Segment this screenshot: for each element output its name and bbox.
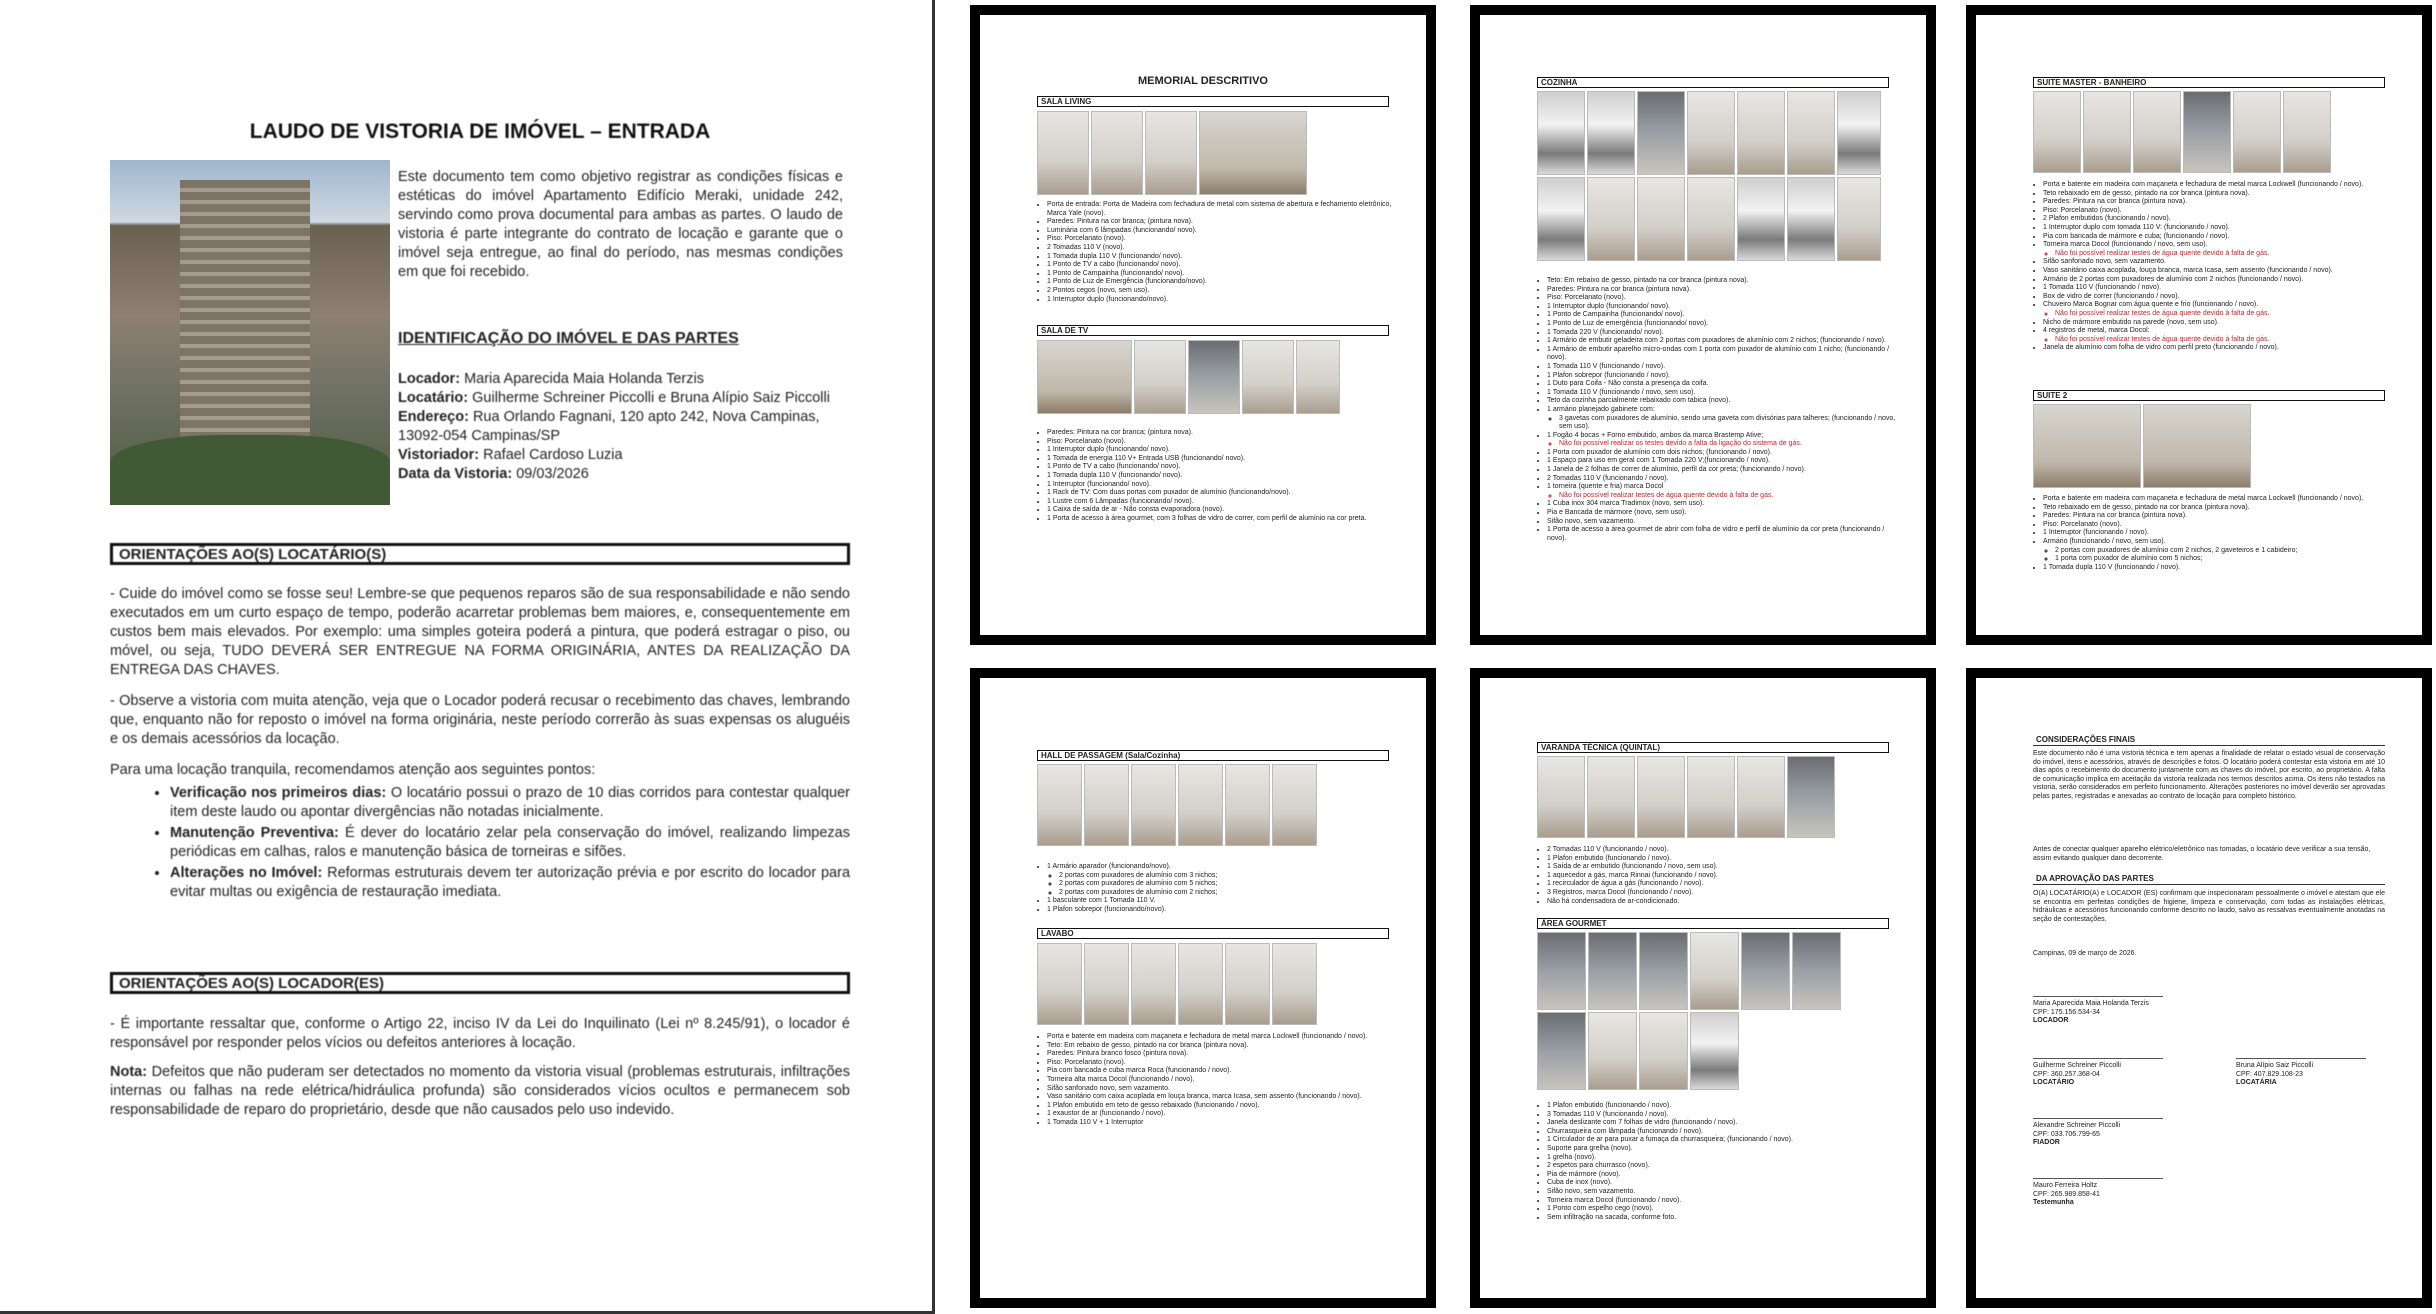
party-row: Locador: Maria Aparecida Maia Holanda Terzis — [398, 371, 704, 387]
guidance-list — [110, 784, 850, 902]
room-photo — [1537, 932, 1586, 1010]
item-list: • Porta de entrada: Porta de Madeira com fechadura de metal com sistema de abertura e fechamento eletrônico, Marca Yale (novo). • Paredes: Pintura na cor branca; (pintura nova). • Luminária com 6 lâmpadas (funcionando/ novo). • Piso: Porcelanato (novo). • 2 Tomadas 110 V (novo). • 1 Tomada dupla 110 V (funcionando/ novo). • 1 Ponto de TV a cabo (funcionando/ novo). • 1 Ponto de Campainha (funcionando/ novo). • 1 Ponto de Luz de Emergência (funcionando/novo). • 2 Pontos cegos (novo, sem uso). • 1 Interruptor duplo (funcionando/novo). — [1037, 201, 1399, 304]
room-photo — [1587, 756, 1635, 838]
photo-grid — [1537, 932, 1889, 1090]
room-photo — [1587, 91, 1635, 175]
room-photo — [1639, 1012, 1688, 1090]
warning-note: ◦ Não foi possível realizar os testes devido a falta da ligação do sistema de gás. — [1559, 440, 1899, 449]
room-photo — [1637, 91, 1685, 175]
section-heading: HALL DE PASSAGEM (Sala/Cozinha) — [1037, 750, 1389, 761]
room-photo — [1588, 932, 1637, 1010]
room-photo — [1242, 340, 1294, 414]
room-photo — [1737, 91, 1785, 175]
page-suites — [1966, 5, 2432, 645]
item-list: • Teto: Em rebaixo de gesso, pintado na cor branca (pintura nova). • Paredes: Pintura na cor branca (pintura nova). • Piso: Porcelanato (novo). • 1 Interruptor duplo (funcionando/ novo). • 1 Ponto de Campainha (funcionando/ novo). • 1 Ponto de Luz de emergência (funcionando/ novo). • 1 Tomada 220 V (funcionando/ novo). • 1 Armário de embutir geladeira com 2 portas com puxadores de alumínio com 2 nichos; (funcionando / novo). • 1 Armário de embutir aparelho micro-ondas com 1 porta com puxador de alumínio com 1 nicho; (funcionando / novo). • 1 Tomada 110 V (funcionando / novo). • 1 Plafon sobrepor (funcionando / novo). • 1 Duto para Coifa - Não consta a presença da coifa. • 1 Tomada 110 V (funcionando / novo, sem uso). • Teto da cozinha parcialmente rebaixado com tabica (novo). • 1 armário planejado gabinete com: ◦ 3 gavetas com puxadores de alumínio, sendo uma gaveta com divisórias para talheres; (funcionando / novo, sem uso). • 1 Fogão 4 bocas + Forno embutido, ambos da marca Brastemp Ative; ◦ Não foi possível realizar os testes devido a falta da ligação do sistema de gás. • 1 Porta com puxador de alumínio com dois nichos; (funcionando / novo). • 1 Espaço para uso em geral com 1 Tomada 220 V;(funcionando / novo). • 1 Janela de 2 folhas de correr de alumínio, perfil da cor preta; (funcionando / novo). • 2 Tomadas 110 V (funcionando / novo). • 1 torneira (quente e fria) marca Docol ◦ Não foi possível realizar testes de água quente devido à falta de gás. • 1 Cuba inox 304 marca Tradimox (novo, sem uso). • Pia e Bancada de mármore (novo, sem uso). • Sifão novo, sem vazamento. • 1 Porta de acesso a área gourmet de abrir com folha de vidro e perfil de alumínio da cor preta (funcionando / novo). — [1537, 277, 1899, 543]
room-photo — [1272, 943, 1317, 1025]
signature-line — [2236, 1058, 2366, 1059]
room-photo — [1737, 177, 1785, 261]
room-photo — [1741, 932, 1790, 1010]
section-heading: ÁREA GOURMET — [1537, 918, 1889, 929]
signature-line — [2033, 1118, 2163, 1119]
item-list: • Porta e batente em madeira com maçaneta e fechadura de metal marca Lockwell (funcionando / novo). • Teto: Em rebaixo de gesso, pintado na cor branca (pintura nova). • Paredes: Pintura branco fosco (pintura nova). • Piso: Porcelanato (novo). • Pia com bancada e cuba marca Roca (funcionando / novo). • Torneira alta marca Docol (funcionando / novo). • Sifão sanfonado novo, sem vazamento. • Vaso sanitário com caixa acoplada em louça branca, marca Icasa, sem assento (funcionando / novo). • 1 Plafon embutido em teto de gesso rebaixado (funcionando / novo). • 1 exaustor de ar (funcionando / novo). • 1 Tomada 110 V + 1 Interruptor — [1037, 1033, 1399, 1128]
item-list: • Porta e batente em madeira com maçaneta e fechadura de metal marca Lockwell (funcionando / novo). • Teto rebaixado em de gesso, pintado na cor branca (pintura nova). • Paredes: Pintura na cor branca (pintura nova). • Piso: Porcelanato (novo). • 1 Interruptor (funcionando / novo). • Armário (funcionando / novo, sem uso). ◦ 2 portas com puxadores de alumínio com 2 nichos, 2 gaveteiros e 1 cabideiro; ◦ 1 porta com puxador de alumínio com 5 nichos; • 1 Tomada dupla 110 V (funcionando / novo). — [2033, 495, 2395, 572]
item-list: • Paredes: Pintura na cor branca; (pintura nova). • Piso: Porcelanato (novo). • 1 Interruptor duplo (funcionando/ novo). • 1 Tomada de energia 110 V+ Entrada USB (funcionando/ novo). • 1 Ponto de TV a cabo (funcionando/ novo). • 1 Tomada dupla 110 V (funcionando/ novo). • 1 Interruptor (funcionando/ novo). • 1 Rack de TV: Com duas portas com puxador de alumínio (funcionando/novo). • 1 Lustre com 6 Lâmpadas (funcionando/ novo). • 1 Caixa de saída de ar - Não consta evaporadora (novo). • 1 Porta de acesso à área gourmet, com 3 folhas de vidro de correr, com perfil de alumínio na cor preta. — [1037, 429, 1399, 524]
trees — [110, 435, 390, 505]
paragraph: Para uma locação tranquila, recomendamos atenção aos seguintes pontos: — [110, 762, 596, 778]
photo-strip — [2033, 91, 2331, 173]
page-varanda-gourmet — [1470, 668, 1936, 1308]
list-item: • Verificação nos primeiros dias: O locatário possui o prazo de 10 dias corridos para contestar qualquer item deste laudo ou apontar divergências não notadas inicialmente. — [170, 784, 850, 822]
warning-note: ◦ Não foi possível realizar testes de água quente devido à falta de gás. — [2055, 310, 2395, 319]
room-photo — [1787, 177, 1835, 261]
section-heading: VARANDA TÉCNICA (QUINTAL) — [1537, 742, 1889, 753]
tenant-guidance-heading: ORIENTAÇÕES AO(S) LOCATÁRIO(S) — [110, 543, 850, 565]
room-photo — [1037, 111, 1089, 195]
room-photo — [1792, 932, 1841, 1010]
room-photo — [1837, 177, 1881, 261]
room-photo — [1084, 943, 1129, 1025]
room-photo — [1537, 177, 1585, 261]
room-photo — [2283, 91, 2331, 173]
list-item: • Alterações no Imóvel: Reformas estruturais devem ter autorização prévia e por escrito do locador para evitar multas ou exigência de restauração imediata. — [170, 864, 850, 902]
room-photo — [1091, 111, 1143, 195]
final-text-2: Antes de conectar qualquer aparelho elétrico/eletrônico nas tomadas, o locatário deve verificar a sua tensão, assim evitando qualquer dano decorrente. — [2033, 846, 2371, 862]
signature-block: Alexandre Schreiner Piccolli CPF: 033.706.799-65 FIADOR — [2033, 1118, 2163, 1148]
room-photo — [1737, 756, 1785, 838]
photo-strip — [1037, 764, 1317, 846]
photo-strip — [2033, 404, 2251, 488]
section-heading: COZINHA — [1537, 77, 1889, 88]
signature-block: Guilherme Schreiner Piccolli CPF: 360.257.368-04 LOCATÁRIO — [2033, 1058, 2163, 1088]
section-heading: SUITE MASTER - BANHEIRO — [2033, 77, 2385, 88]
approval-text: O(A) LOCATÁRIO(A) e LOCADOR (ES) confirmam que inspecionaram pessoalmente o imóvel e atestam que ele se encontra em perfeitas condições de higiene, limpeza e conservação, com todas as instalações elétricas, hidráulicas e acessórios funcionando conforme descrito no laudo, salvo as ressalvas eventualmente anotadas na seção de contestações. — [2033, 890, 2385, 923]
room-photo — [1637, 177, 1685, 261]
room-photo — [1637, 756, 1685, 838]
room-photo — [1178, 764, 1223, 846]
identification-heading: IDENTIFICAÇÃO DO IMÓVEL E DAS PARTES — [398, 330, 739, 347]
item-list: • 1 Armário aparador (funcionando/novo). ◦ 2 portas com puxadores de alumínio com 3 nichos; ◦ 2 portas com puxadores de alumínio com 5 nichos; ◦ 2 portas com puxadores de alumínio com 2 nichos; • 1 basculante com 1 Tomada 110 V. • 1 Plafon sobrepor (funcionando/novo). — [1037, 863, 1399, 915]
room-photo — [1690, 1012, 1739, 1090]
room-photo — [1178, 943, 1223, 1025]
photo-grid — [1537, 91, 1889, 261]
signature-line — [2033, 1178, 2163, 1179]
party-row: Data da Vistoria: 09/03/2026 — [398, 466, 589, 482]
room-photo — [1084, 764, 1129, 846]
item-list: • 1 Plafon embutido (funcionando / novo). • 3 Tomadas 110 V (funcionando / novo). • Janela deslizante com 7 folhas de vidro (funcionando / novo). • Churrasqueira com lâmpada (funcionando / novo). • 1 Circulador de ar para puxar a fumaça da churrasqueira; (funcionando / novo). • Suporte para grelha (novo). • 1 grelha (novo). • 2 espetos para churrasco (novo). • Pia de mármore (novo). • Cuba de inox (novo). • Sifão novo, sem vazamento. • Torneira marca Docol (funcionando / novo). • 1 Ponto com espelho cego (novo). • Sem infiltração na sacada, conforme foto. — [1537, 1102, 1899, 1222]
building-photo — [110, 160, 390, 505]
photo-strip — [1537, 756, 1835, 838]
room-photo — [1687, 91, 1735, 175]
signature-line — [2033, 996, 2163, 997]
room-photo — [1131, 943, 1176, 1025]
room-photo — [1199, 111, 1307, 195]
room-photo — [1690, 932, 1739, 1010]
page-sala — [970, 5, 1436, 645]
party-row: Endereço: Rua Orlando Fagnani, 120 apto 242, Nova Campinas, 13092-054 Campinas/SP — [398, 409, 820, 444]
room-photo — [2183, 91, 2231, 173]
room-photo — [1687, 756, 1735, 838]
warning-note: ◦ Não foi possível realizar testes de água quente devido à falta de gás. — [1559, 492, 1899, 501]
room-photo — [1687, 177, 1735, 261]
room-photo — [1588, 1012, 1637, 1090]
landlord-guidance — [110, 1015, 850, 1130]
item-list: • 2 Tomadas 110 V (funcionando / novo). • 1 Plafon embutido (funcionando / novo). • 1 Saída de ar embutido (funcionando / novo, sem uso). • 1 aquecedor a gás, marca Rinnai (funcionando / novo). • 1 recirculador de água a gás (funcionando / novo). • 3 Registros, marca Docol (funcionando / novo). • Não há condensadora de ar-condicionado. — [1537, 846, 1899, 906]
room-photo — [1188, 340, 1240, 414]
photo-strip — [1037, 943, 1317, 1025]
warning-note: ◦ Não foi possível realizar testes de água quente devido à falta de gás. — [2055, 250, 2395, 259]
list-item: • Manutenção Preventiva: É dever do locatário zelar pela conservação do imóvel, realizando limpezas periódicas em calhas, ralos e manutenção básica de torneiras e sifões. — [170, 824, 850, 862]
room-photo — [2143, 404, 2251, 488]
section-heading: SALA DE TV — [1037, 325, 1389, 336]
photo-strip — [1037, 340, 1340, 414]
room-photo — [1587, 177, 1635, 261]
room-photo — [2033, 91, 2081, 173]
room-photo — [1225, 764, 1270, 846]
section-heading: SALA LIVING — [1037, 96, 1389, 107]
room-photo — [1296, 340, 1340, 414]
section-heading: CONSIDERAÇÕES FINAIS — [2033, 735, 2385, 746]
room-photo — [1272, 764, 1317, 846]
document-title: LAUDO DE VISTORIA DE IMÓVEL – ENTRADA — [249, 120, 711, 143]
page-title: MEMORIAL DESCRITIVO — [1138, 75, 1268, 87]
room-photo — [1639, 932, 1688, 1010]
room-photo — [1537, 1012, 1586, 1090]
party-row: Vistoriador: Rafael Cardoso Luzia — [398, 447, 623, 463]
section-heading: SUITE 2 — [2033, 390, 2385, 401]
room-photo — [1225, 943, 1270, 1025]
room-photo — [1037, 943, 1082, 1025]
room-photo — [1537, 91, 1585, 175]
photo-strip — [1037, 111, 1307, 195]
party-row: Locatário: Guilherme Schreiner Piccolli e Bruna Alípio Saiz Piccolli — [398, 390, 830, 406]
paragraph: - Cuide do imóvel como se fosse seu! Lembre-se que pequenos reparos são de sua responsabilidade e não sendo executados em um curto espaço de tempo, poderão acarretar problemas bem maiores, e, consequentemente em custos bem mais elevados. Por exemplo: uma simples goteira poderá a pintura, que poderá estragar o piso, ou móvel, ou seja, TUDO DEVERÁ SER ENTREGUE NA FORMA ORIGINÁRIA, ANTES DA REALIZAÇÃO DA ENTREGA DAS CHAVES. — [110, 586, 850, 678]
signing-date: Campinas, 09 de março de 2026. — [2033, 950, 2137, 957]
section-heading: LAVABO — [1037, 928, 1389, 939]
signature-block: Maria Aparecida Maia Holanda Terzis CPF: 175.156.534-34 LOCADOR — [2033, 996, 2163, 1026]
room-photo — [1787, 91, 1835, 175]
signature-block: Bruna Alípio Saiz Piccolli CPF: 407.829.108-23 LOCATÁRIA — [2236, 1058, 2366, 1088]
page-cozinha — [1470, 5, 1936, 645]
signature-block: Mauro Ferreira Holtz CPF: 265.989.858-41 Testemunha — [2033, 1178, 2163, 1208]
section-heading: DA APROVAÇÃO DAS PARTES — [2033, 874, 2385, 885]
item-list: • Porta e batente em madeira com maçaneta e fechadura de metal marca Lockwell (funcionando / novo). • Teto rebaixado em de gesso, pintado na cor branca (pintura nova). • Paredes: Pintura na cor branca (pintura nova). • Piso: Porcelanato (novo). • 2 Plafon embutidos (funcionando / novo). • 1 Interruptor duplo com tomada 110 V: (funcionando / novo). • Pia com bancada de mármore e cuba; (funcionando / novo). • Torneira marca Docol (funcionando / novo, sem uso). ◦ Não foi possível realizar testes de água quente devido à falta de gás. • Sifão sanfonado novo, sem vazamento. • Vaso sanitário caixa acoplada, louça branca, marca Icasa, sem assento (funcionando / novo). • Armário de 2 portas com puxadores de alumínio com 2 nichos (funcionando / novo). • 1 Tomada 110 V (funcionando / novo). • Box de vidro de correr (funcionando / novo). • Chuveiro Marca Bognar com água quente e frio (funcionando / novo). ◦ Não foi possível realizar testes de água quente devido à falta de gás. • Nicho de mármore embutido na parede (novo, sem uso). • 4 registros de metal, marca Docol: ◦ Não foi possível realizar testes de água quente devido à falta de gás. • Janela de alumínio com folha de vidro com perfil preto (funcionando / novo). — [2033, 181, 2395, 353]
room-photo — [2033, 404, 2141, 488]
paragraph: - Observe a vistoria com muita atenção, veja que o Locador poderá recusar o recebimento das chaves, lembrando que, enquanto não for reposto o imóvel na forma originária, neste período correrão às suas expensas os aluguéis e os demais acessórios da locação. — [110, 693, 850, 747]
final-text: Este documento não é uma vistoria técnica e tem apenas a finalidade de relatar o estado visual de conservação do imóvel, itens e acessórios, através de descrições e fotos. O locatário poderá contestar esta vistoria em até 10 dias após o recebimento do documento juntamente com as chaves do imóvel, por escrito, ao proprietário. A falta de comunicação implica em aceitação da vistoria realizada nos termos descritos acima. Os itens não testados na vistoria, serão considerados em perfeito funcionamento. Alterações posteriores no imóvel deverão ser aprovadas pelas partes, registradas e anexadas ao contrato de locação para completo histórico. — [2033, 750, 2385, 800]
paragraph: Nota: Defeitos que não puderam ser detectados no momento da vistoria visual (problemas estruturais, infiltrações internas ou falhas na rede elétrica/hidráulica profunda) são considerados vícios ocultos e permanecem sob responsabilidade de reparo do proprietário, desde que não causados pelo uso indevido. — [110, 1064, 850, 1118]
room-photo — [1787, 756, 1835, 838]
room-photo — [2133, 91, 2181, 173]
room-photo — [1145, 111, 1197, 195]
room-photo — [1131, 764, 1176, 846]
room-photo — [1537, 756, 1585, 838]
room-photo — [1037, 764, 1082, 846]
paragraph: - É importante ressaltar que, conforme o Artigo 22, inciso IV da Lei do Inquilinato (Lei nº 8.245/91), o locador é responsável por responder pelos vícios ou defeitos anteriores à locação. — [110, 1016, 850, 1051]
room-photo — [1837, 91, 1881, 175]
main-page — [0, 0, 935, 1314]
tenant-guidance — [110, 585, 850, 904]
page-final — [1966, 668, 2432, 1308]
room-photo — [1134, 340, 1186, 414]
intro-text: Este documento tem como objetivo registrar as condições físicas e estéticas do imóvel Apartamento Edifício Meraki, unidade 242, servindo como prova documental para ambas as partes. O laudo de vistoria é parte integrante do contrato de locação e garante que o imóvel seja entregue, ao final do período, nas mesmas condições em que foi recebido. — [398, 169, 843, 280]
warning-note: ◦ Não foi possível realizar testes de água quente devido à falta de gás. — [2055, 336, 2395, 345]
signature-line — [2033, 1058, 2163, 1059]
page-hall-lavabo — [970, 668, 1436, 1308]
landlord-guidance-heading: ORIENTAÇÕES AO(S) LOCADOR(ES) — [110, 972, 850, 994]
room-photo — [1037, 340, 1132, 414]
parties-list — [398, 370, 843, 484]
room-photo — [2233, 91, 2281, 173]
room-photo — [2083, 91, 2131, 173]
